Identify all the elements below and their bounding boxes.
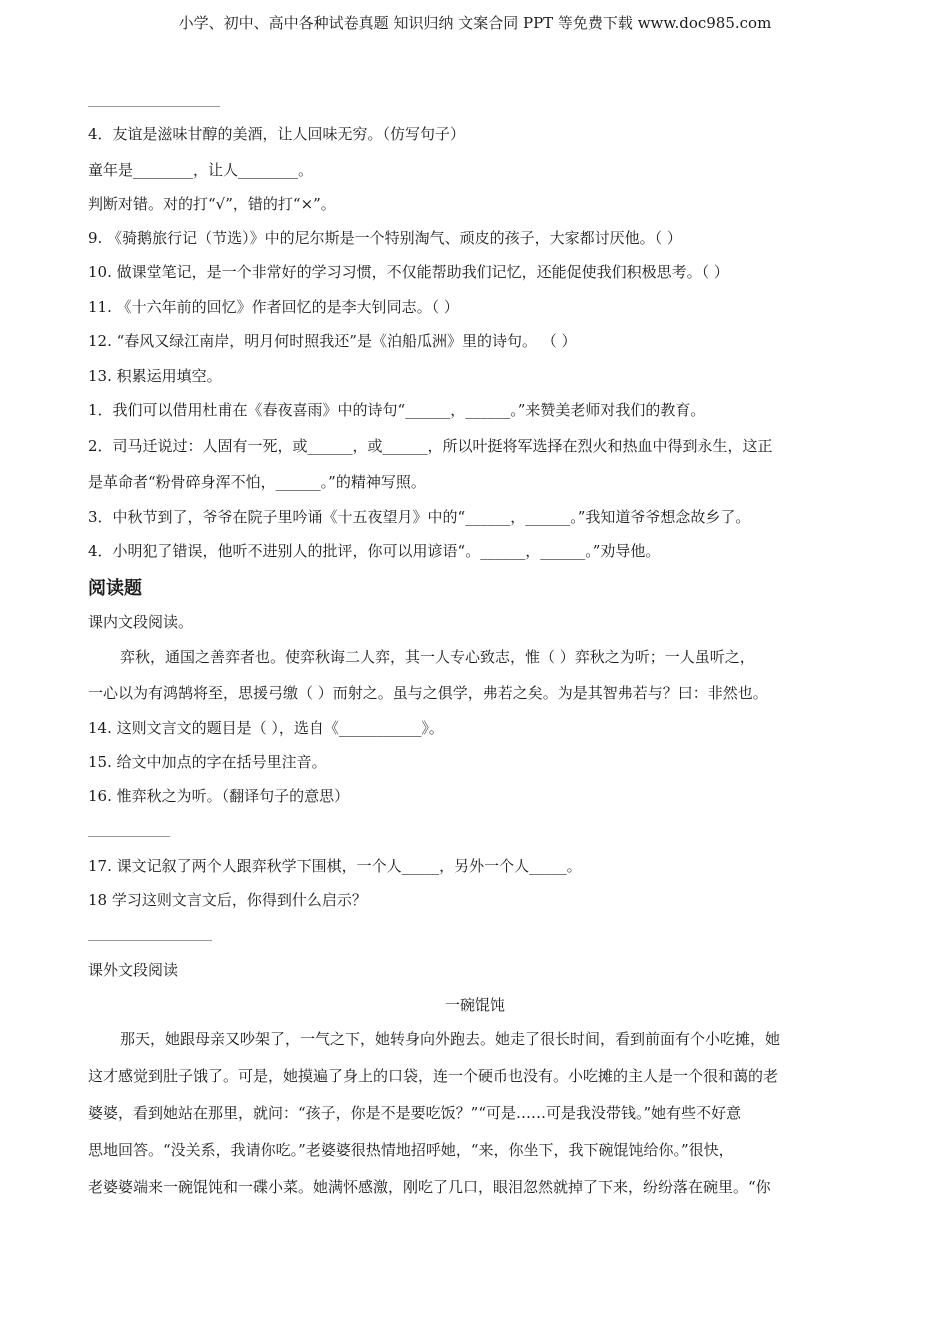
question-4: 4．友谊是滋味甘醇的美酒，让人回味无穷。（仿写句子） [88, 125, 466, 143]
answer-line [88, 940, 212, 941]
story-line: 那天，她跟母亲又吵架了，一气之下，她转身向外跑去。她走了很长时间，看到前面有个小吃摊，她 [120, 1030, 781, 1048]
question-17: 17. 课文记叙了两个人跟弈秋学下围棋，一个人_____，另外一个人_____。 [88, 857, 582, 875]
question-13-3: 3．中秋节到了，爷爷在院子里吟诵《十五夜望月》中的“______，______。”我知道爷爷想念故乡了。 [88, 508, 751, 526]
answer-line [88, 106, 220, 107]
story-line: 婆婆，看到她站在那里，就问：“孩子，你是不是要吃饭？”“可是……可是我没带钱。”她有些不好意 [88, 1104, 742, 1122]
inclass-reading-label: 课内文段阅读。 [88, 613, 194, 631]
question-9: 9. 《骑鹅旅行记（节选）》中的尼尔斯是一个特别淘气、顽皮的孩子，大家都讨厌他。（ ） [88, 229, 682, 247]
question-14: 14. 这则文言文的题目是（ ），选自《___________》。 [88, 719, 444, 737]
page-header: 小学、初中、高中各种试卷真题 知识归纳 文案合同 PPT 等免费下载 www.doc985.com [178, 14, 772, 32]
question-13-2-cont: 是革命者“粉骨碎身浑不怕，______。”的精神写照。 [88, 473, 426, 491]
question-4-answer: 童年是________，让人________。 [88, 161, 314, 179]
passage-line-1: 弈秋，通国之善弈者也。使弈秋诲二人弈，其一人专心致志，惟（ ）弈秋之为听；一人虽听之， [120, 648, 755, 666]
outclass-reading-label: 课外文段阅读 [88, 961, 179, 979]
passage-line-2: 一心以为有鸿鹄将至，思援弓缴（ ）而射之。虽与之俱学，弗若之矣。为是其智弗若与？曰：非然也。 [88, 684, 768, 702]
question-13-1: 1．我们可以借用杜甫在《春夜喜雨》中的诗句“______，______。”来赞美老师对我们的教育。 [88, 401, 706, 419]
story-title: 一碗馄饨 [444, 996, 505, 1014]
question-16: 16. 惟弈秋之为听。（翻译句子的意思） [88, 787, 350, 805]
question-13: 13. 积累运用填空。 [88, 367, 222, 385]
question-13-2: 2．司马迁说过：人固有一死，或______，或______，所以叶挺将军选择在烈火和热血中得到永生，这正 [88, 437, 773, 455]
question-10: 10. 做课堂笔记，是一个非常好的学习习惯，不仅能帮助我们记忆，还能促使我们积极思考。（ ） [88, 263, 729, 281]
question-12: 12. “春风又绿江南岸，明月何时照我还”是《泊船瓜洲》里的诗句。 （ ） [88, 332, 577, 350]
judge-instruction: 判断对错。对的打“√”，错的打“×”。 [88, 195, 336, 213]
story-line: 思地回答。“没关系，我请你吃。”老婆婆很热情地招呼她，“来，你坐下，我下碗馄饨给你。”很快， [88, 1141, 734, 1159]
story-line: 这才感觉到肚子饿了。可是，她摸遍了身上的口袋，连一个硬币也没有。小吃摊的主人是一个很和蔼的老 [88, 1067, 779, 1085]
question-15: 15. 给文中加点的字在括号里注音。 [88, 753, 327, 771]
answer-line [88, 836, 170, 837]
story-line: 老婆婆端来一碗馄饨和一碟小菜。她满怀感激，刚吃了几口，眼泪忽然就掉了下来，纷纷落在碗里。“你 [88, 1178, 771, 1196]
section-heading-reading: 阅读题 [88, 578, 142, 599]
question-11: 11. 《十六年前的回忆》作者回忆的是李大钊同志。（ ） [88, 298, 459, 316]
question-18: 18 学习这则文言文后，你得到什么启示？ [88, 891, 367, 909]
question-13-4: 4．小明犯了错误，他听不进别人的批评，你可以用谚语“。______，______。”劝导他。 [88, 542, 661, 560]
